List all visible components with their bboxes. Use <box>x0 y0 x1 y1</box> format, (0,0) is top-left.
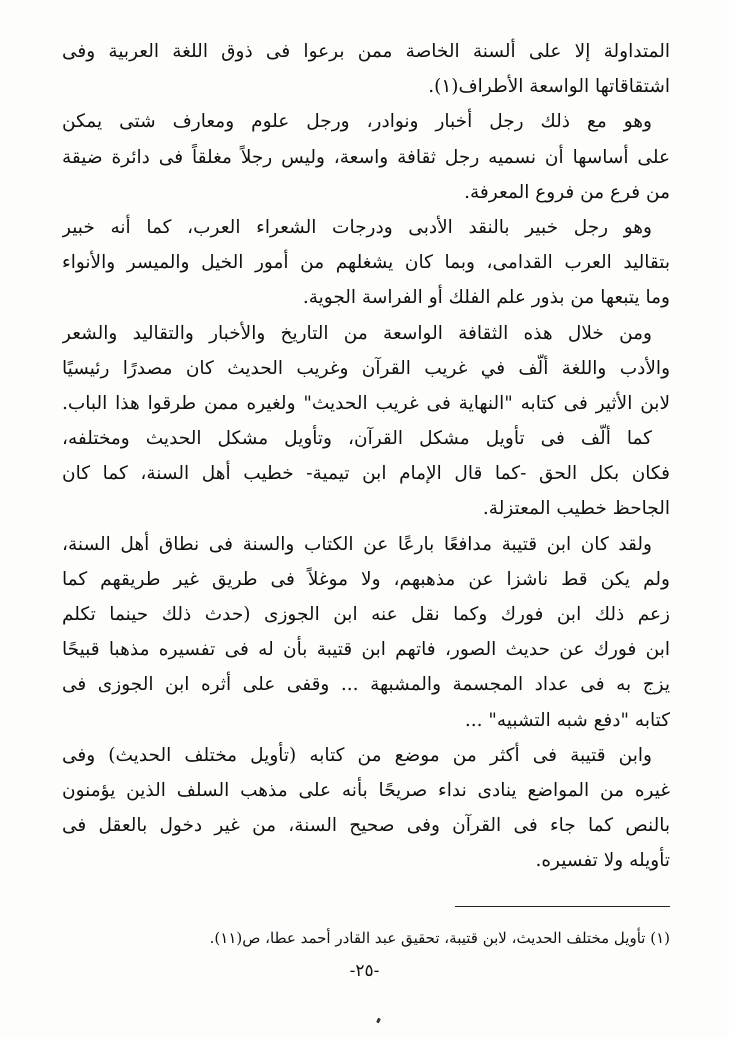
footnote-separator <box>455 906 670 907</box>
page-number: -٢٥- <box>349 961 380 981</box>
footnote: (١) تأويل مختلف الحديث، لابن قتيبة، تحقيق عبد القادر أحمد عطا، ص(١١). <box>209 929 670 947</box>
text-line: المتداولة إلا على ألسنة الخاصة ممن برعوا فى ذوق اللغة العربية وفى <box>62 41 670 62</box>
text-line: فكان بكل الحق -كما قال الإمام ابن تيمية- خطيب أهل السنة، كما كان <box>62 463 670 485</box>
text-line: الجاحظ خطيب المعتزلة. <box>482 498 670 520</box>
text-line: وهو مع ذلك رجل أخبار ونوادر، ورجل علوم ومعارف شتى يمكن <box>62 111 652 133</box>
text-line: كتابه "دفع شبه التشبيه" ... <box>464 709 670 731</box>
text-line: ولم يكن قط ناشزا عن مذهبهم، ولا موغلاً فى طريق غير طريقهم كما <box>62 568 670 590</box>
text-line: بتقاليد العرب القدامى، وبما كان يشغلهم من أمور الخيل والميسر والأنواء <box>62 252 670 274</box>
scan-speck <box>376 1018 381 1024</box>
text-line: غيره من المواضع ينادى نداء صريحًا بأنه على مذهب السلف الذين يؤمنون <box>62 779 670 801</box>
text-line: ولقد كان ابن قتيبة مدافعًا بارعًا عن الكتاب والسنة فى نطاق أهل السنة، <box>62 533 652 555</box>
text-line: ومن خلال هذه الثقافة الواسعة من التاريخ والأخبار والتقاليد والشعر <box>62 322 652 344</box>
text-line: زعم ذلك ابن فورك وكما نقل عنه ابن الجوزى (حدث ذلك حينما تكلم <box>62 604 670 625</box>
text-line: والأدب واللغة ألّف في غريب القرآن وغريب الحديث كان مصدرًا رئيسيًا <box>62 357 670 379</box>
text-line: بالنص كما جاء فى القرآن وفى صحيح السنة، من غير دخول بالعقل فى <box>62 815 670 837</box>
text-line: من فرع من فروع المعرفة. <box>464 181 670 203</box>
text-line: ابن فورك عن حديث الصور، فاتهم ابن قتيبة بأن له فى تفسيره مذهبا قبيحًا <box>62 639 670 661</box>
text-line: وهو رجل خبير بالنقد الأدبى ودرجات الشعراء العرب، كما أنه خبير <box>62 216 652 238</box>
text-line: اشتقاقاتها الواسعة الأطراف(١). <box>428 76 670 98</box>
text-line: يزج به فى عداد المجسمة والمشبهة ... وقفى على أثره ابن الجوزى فى <box>62 674 670 696</box>
text-line: وابن قتيبة فى أكثر من موضع من كتابه (تأويل مختلف الحديث) وفى <box>62 744 652 766</box>
text-line: وما يتبعها من بذور علم الفلك أو الفراسة الجوية. <box>302 287 670 309</box>
text-line: كما ألّف فى تأويل مشكل القرآن، وتأويل مشكل الحديث ومختلفه، <box>62 428 652 450</box>
text-line: لابن الأثير فى كتابه "النهاية فى غريب الحديث" ولغيره ممن طرقوا هذا الباب. <box>62 392 670 414</box>
main-text <box>62 34 670 879</box>
text-line: على أساسها أن نسميه رجل ثقافة واسعة، وليس رجلاً مغلقاً فى دائرة ضيقة <box>62 146 670 168</box>
text-line: تأويله ولا تفسيره. <box>535 850 670 872</box>
